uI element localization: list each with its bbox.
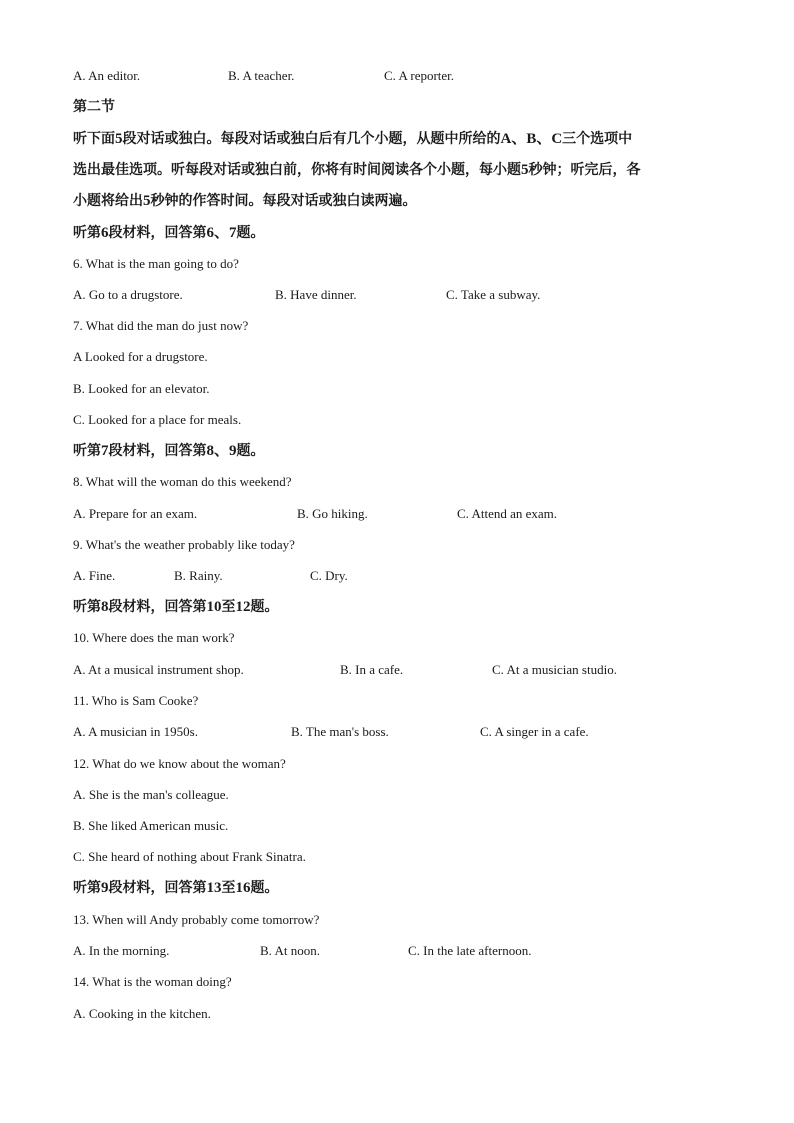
question-7-option-a: A Looked for a drugstore.: [73, 349, 208, 364]
option-b: B. Go hiking.: [297, 506, 368, 521]
question-12-stem: 12. What do we know about the woman?: [73, 756, 286, 771]
passage-6-header: 听第6段材料，回答第6、7题。: [73, 225, 265, 241]
section-title: 第二节: [73, 99, 115, 115]
option-a: A. A musician in 1950s.: [73, 724, 198, 739]
question-7-stem: 7. What did the man do just now?: [73, 318, 249, 333]
question-7-option-c: C. Looked for a place for meals.: [73, 412, 242, 427]
question-12-option-c: C. She heard of nothing about Frank Sinatra.: [73, 849, 306, 864]
option-b: B. At noon.: [260, 943, 320, 958]
option-c: C. At a musician studio.: [492, 662, 617, 677]
option-b: B. The man's boss.: [291, 724, 389, 739]
question-9-stem: 9. What's the weather probably like today?: [73, 537, 295, 552]
option-c: C. A reporter.: [384, 68, 455, 83]
question-14-option-a: A. Cooking in the kitchen.: [73, 1006, 211, 1021]
option-a: A. Prepare for an exam.: [73, 506, 198, 521]
option-a: A. An editor.: [73, 68, 141, 83]
question-12-option-b: B. She liked American music.: [73, 818, 229, 833]
passage-9-header: 听第9段材料，回答第13至16题。: [73, 880, 279, 896]
option-a: A. At a musical instrument shop.: [73, 662, 244, 677]
question-10-stem: 10. Where does the man work?: [73, 630, 235, 645]
question-14-stem: 14. What is the woman doing?: [73, 974, 232, 989]
instruction-line-1: 听下面5段对话或独白。每段对话或独白后有几个小题，从题中所给的A、B、C三个选项中: [73, 131, 633, 147]
question-8-stem: 8. What will the woman do this weekend?: [73, 474, 292, 489]
option-c: C. In the late afternoon.: [408, 943, 532, 958]
question-12-option-a: A. She is the man's colleague.: [73, 787, 229, 802]
option-a: A. Go to a drugstore.: [73, 287, 183, 302]
option-b: B. Have dinner.: [275, 287, 357, 302]
option-c: C. Attend an exam.: [457, 506, 558, 521]
option-b: B. A teacher.: [228, 68, 295, 83]
option-b: B. In a cafe.: [340, 662, 404, 677]
instruction-line-3: 小题将给出5秒钟的作答时间。每段对话或独白读两遍。: [73, 193, 417, 209]
passage-8-header: 听第8段材料，回答第10至12题。: [73, 599, 279, 615]
question-7-option-b: B. Looked for an elevator.: [73, 381, 210, 396]
question-11-stem: 11. Who is Sam Cooke?: [73, 693, 199, 708]
option-b: B. Rainy.: [174, 568, 223, 583]
option-c: C. Dry.: [310, 568, 348, 583]
question-13-stem: 13. When will Andy probably come tomorrow?: [73, 912, 320, 927]
option-c: C. A singer in a cafe.: [480, 724, 589, 739]
question-6-stem: 6. What is the man going to do?: [73, 256, 239, 271]
instruction-line-2: 选出最佳选项。听每段对话或独白前，你将有时间阅读各个小题，每小题5秒钟；听完后，各: [73, 162, 641, 178]
option-a: A. Fine.: [73, 568, 116, 583]
option-a: A. In the morning.: [73, 943, 170, 958]
passage-7-header: 听第7段材料，回答第8、9题。: [73, 443, 265, 459]
option-c: C. Take a subway.: [446, 287, 541, 302]
